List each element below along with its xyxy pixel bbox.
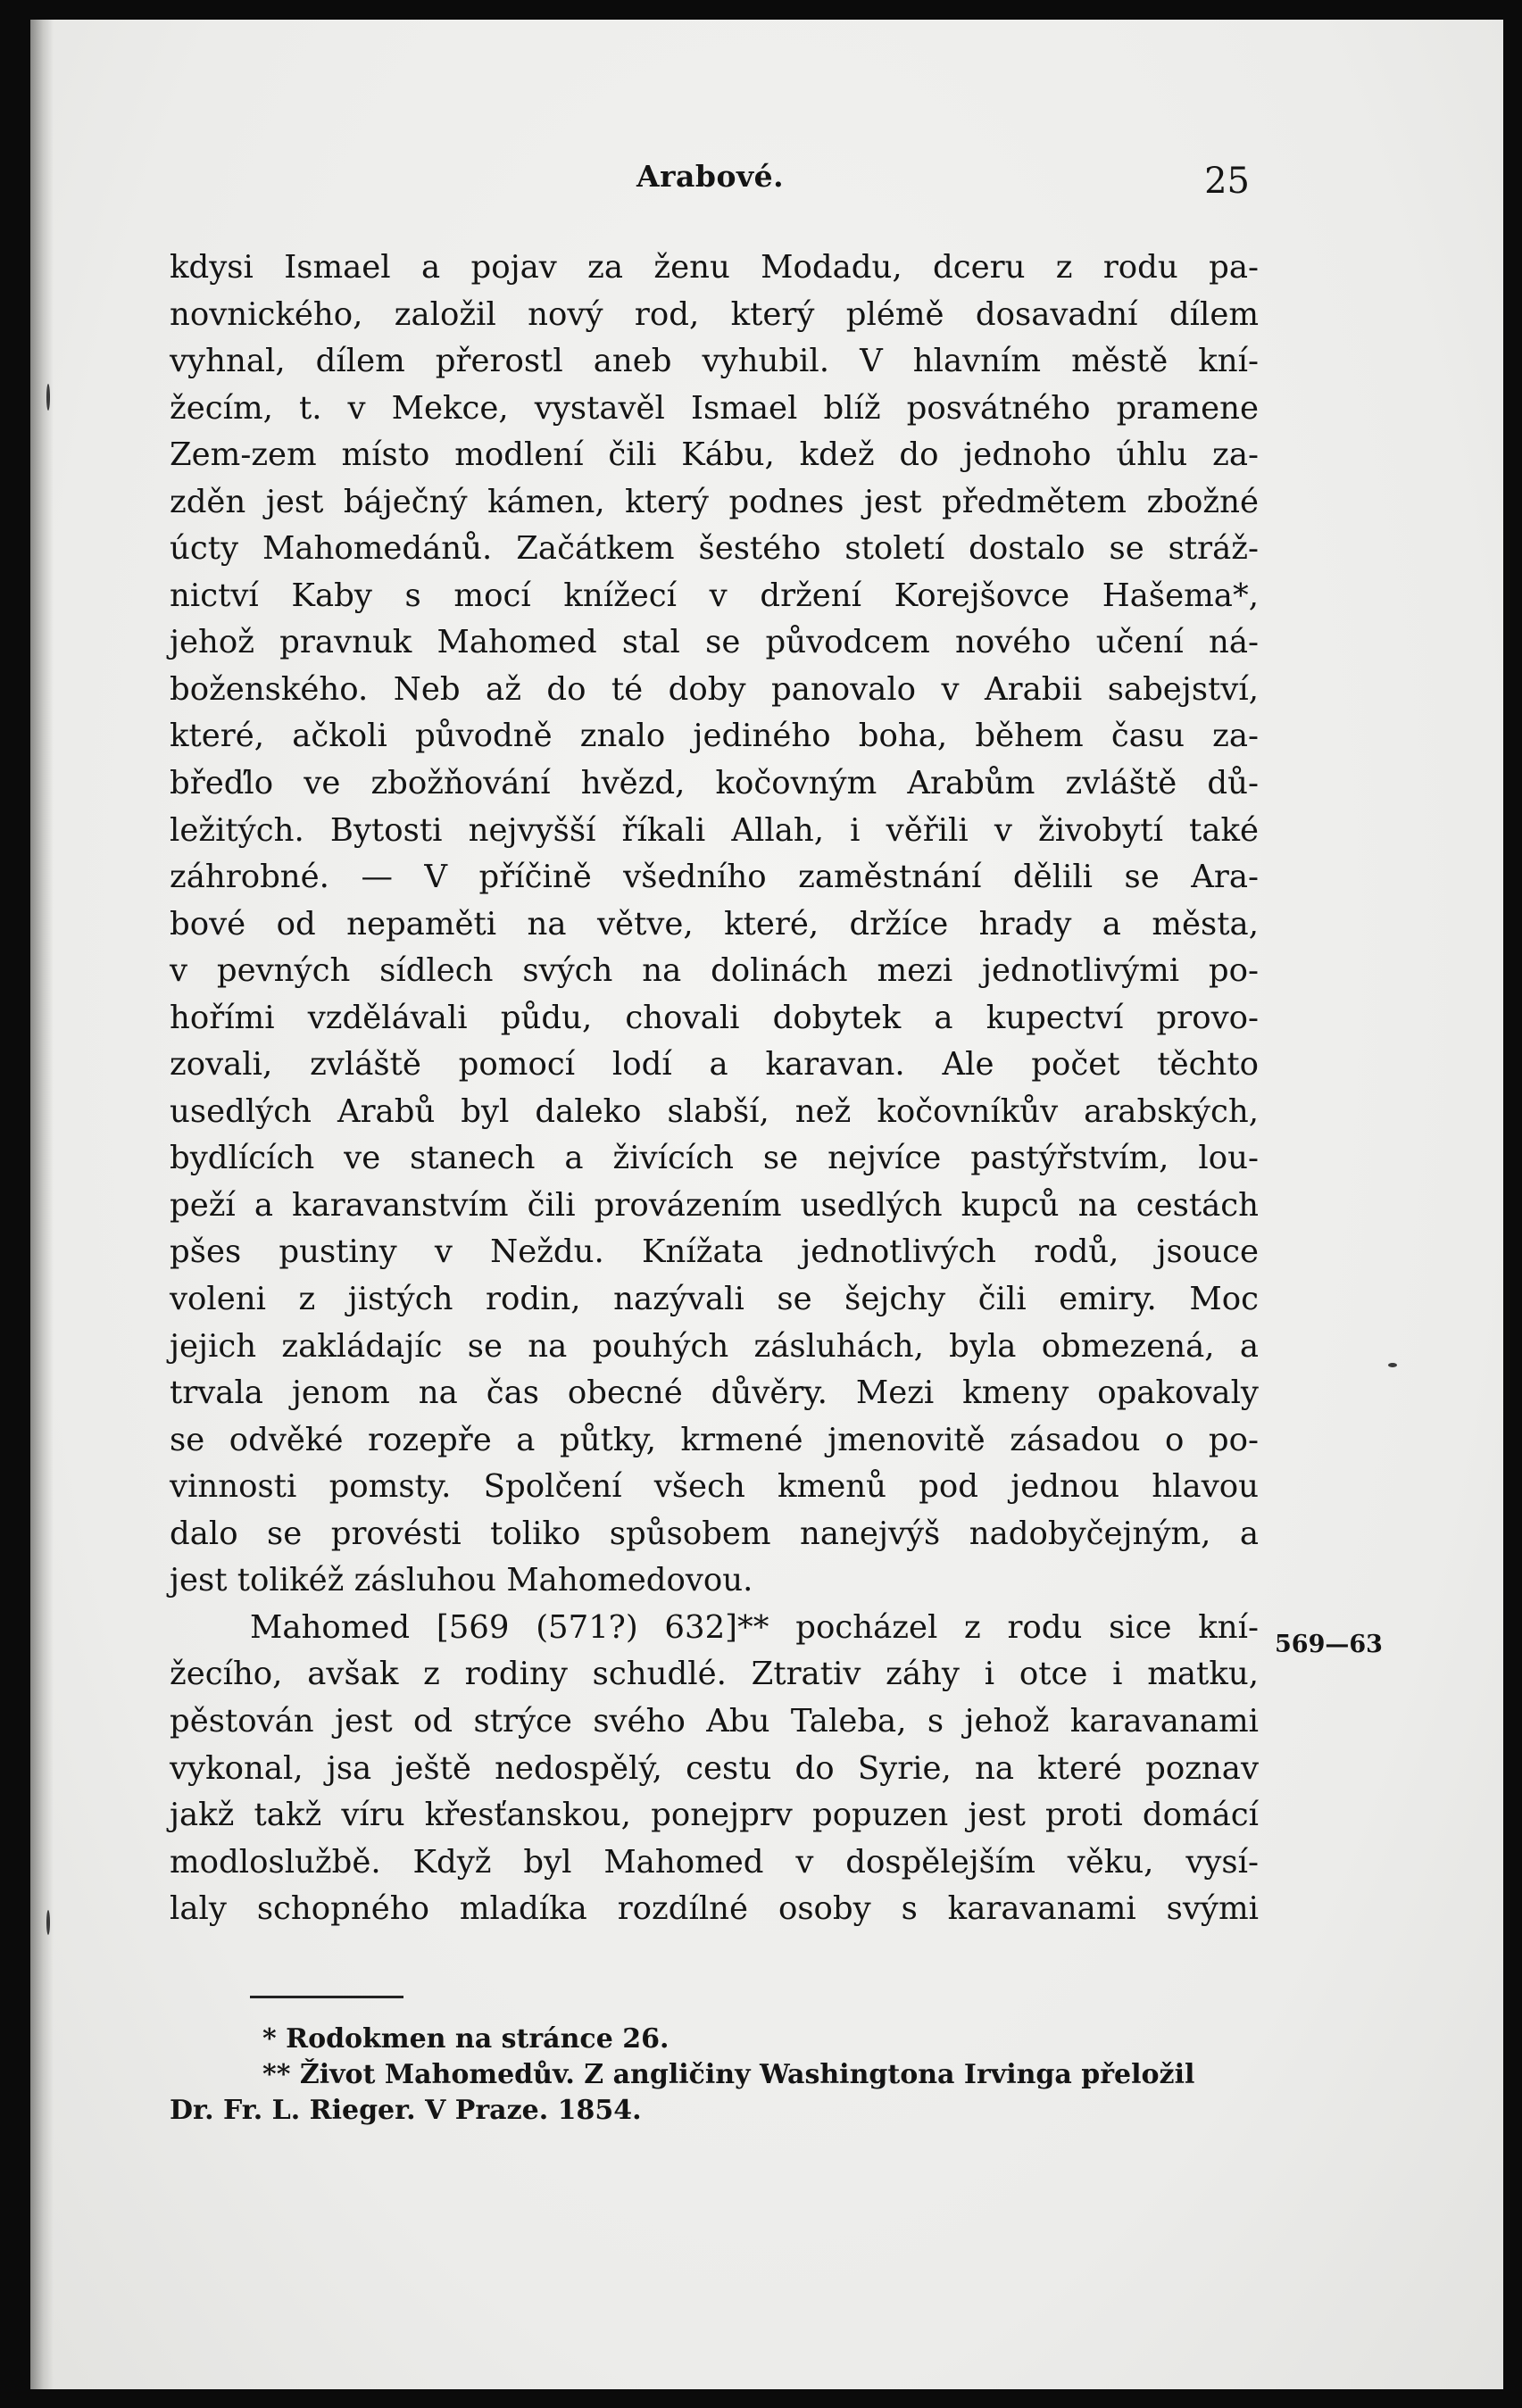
body-line: které, ačkoli původně znalo jediného boha, během času za- (170, 718, 1259, 755)
body-line: žecím, t. v Mekce, vystavěl Ismael blíž posvátného pramene (170, 389, 1259, 427)
body-line: Zem-zem místo modlení čili Kábu, kdež do jednoho úhlu za- (170, 436, 1259, 474)
body-line: dalo se provésti toliko spůsobem nanejvýš nadobyčejným, a (170, 1515, 1259, 1552)
running-title: Arabové. (636, 159, 785, 194)
body-line: voleni z jistých rodin, nazývali se šejchy čili emiry. Moc (170, 1281, 1259, 1318)
paragraph-start-line: Mahomed [569 (571?) 632]** pocházel z rodu sice kní- (250, 1608, 1259, 1646)
margin-date-note: 569—63 (1275, 1631, 1383, 1658)
page-fold-shadow (30, 20, 54, 2389)
scan-speck (46, 1910, 50, 1935)
page-number: 25 (1204, 161, 1250, 202)
body-line: zděn jest báječný kámen, který podnes jest předmětem zbožné (170, 483, 1259, 520)
footnotes (170, 2022, 1259, 2129)
body-line: vinnosti pomsty. Spolčení všech kmenů pod jednou hlavou (170, 1468, 1259, 1506)
body-line: v pevných sídlech svých na dolinách mezi jednotlivými po- (170, 952, 1259, 990)
body-line: hořími vzdělávali půdu, chovali dobytek a kupectví provo- (170, 999, 1259, 1036)
scan-speck (46, 384, 50, 411)
scan-speck (1388, 1363, 1397, 1367)
body-text (170, 245, 1259, 1933)
body-line: jejich zakládajíc se na pouhých zásluhách, byla obmezená, a (170, 1327, 1259, 1365)
body-line: žecího, avšak z rodiny schudlé. Ztrativ záhy i otce i matku, (170, 1656, 1259, 1693)
footnote-line: Dr. Fr. L. Rieger. V Praze. 1854. (170, 2095, 642, 2126)
body-line: jest tolikéž zásluhou Mahomedovou. (170, 1562, 753, 1599)
footnote-divider (250, 1996, 403, 1998)
body-line: trvala jenom na čas obecné důvěry. Mezi kmeny opakovaly (170, 1374, 1259, 1412)
body-line: pšes pustiny v Neždu. Knížata jednotlivých rodů, jsouce (170, 1233, 1259, 1271)
body-line: boženského. Neb až do té doby panovalo v Arabii sabejství, (170, 670, 1259, 708)
body-line: nictví Kaby s mocí knížecí v držení Korejšovce Hašema*, (170, 577, 1259, 614)
body-line: se odvěké rozepře a půtky, krmené jmenovitě zásadou o po- (170, 1421, 1259, 1458)
body-line: jakž takž víru křesťanskou, ponejprv popuzen jest proti domácí (170, 1797, 1259, 1834)
body-line: úcty Mahomedánů. Začátkem šestého století dostalo se stráž- (170, 530, 1259, 568)
body-line: jehož pravnuk Mahomed stal se původcem nového učení ná- (170, 624, 1259, 661)
body-line: břeďlo ve zbožňování hvězd, kočovným Arabům zvláště dů- (170, 765, 1259, 802)
body-line: záhrobné. — V příčině všedního zaměstnání dělili se Ara- (170, 859, 1259, 896)
body-line: bové od nepaměti na větve, které, držíce hrady a města, (170, 905, 1259, 942)
body-line: modloslužbě. Když byl Mahomed v dospělejším věku, vysí- (170, 1843, 1259, 1881)
body-line: bydlících ve stanech a živících se nejvíce pastýřstvím, lou- (170, 1140, 1259, 1177)
body-line: ležitých. Bytosti nejvyšší říkali Allah, i věřili v živobytí také (170, 811, 1259, 849)
body-line: peží a karavanstvím čili provázením usedlých kupců na cestách (170, 1186, 1259, 1224)
body-line: vyhnal, dílem přerostl aneb vyhubil. V hlavním městě kní- (170, 343, 1259, 380)
body-line: pěstován jest od strýce svého Abu Taleba, s jehož karavanami (170, 1702, 1259, 1740)
body-line: laly schopného mladíka rozdílné osoby s karavanami svými (170, 1890, 1259, 1928)
body-line: novnického, založil nový rod, který plémě dosavadní dílem (170, 295, 1259, 333)
body-line: zovali, zvláště pomocí lodí a karavan. Ale počet těchto (170, 1046, 1259, 1084)
body-line: kdysi Ismael a pojav za ženu Modadu, dceru z rodu pa- (170, 249, 1259, 286)
footnote-line: ** Život Mahomedův. Z angličiny Washingtona Irvinga přeložil (262, 2059, 1195, 2090)
body-line: vykonal, jsa ještě nedospělý, cestu do Syrie, na které poznav (170, 1749, 1259, 1787)
body-line: usedlých Arabů byl daleko slabší, než kočovníkův arabských, (170, 1092, 1259, 1130)
footnote-line: * Rodokmen na stránce 26. (262, 2023, 670, 2055)
